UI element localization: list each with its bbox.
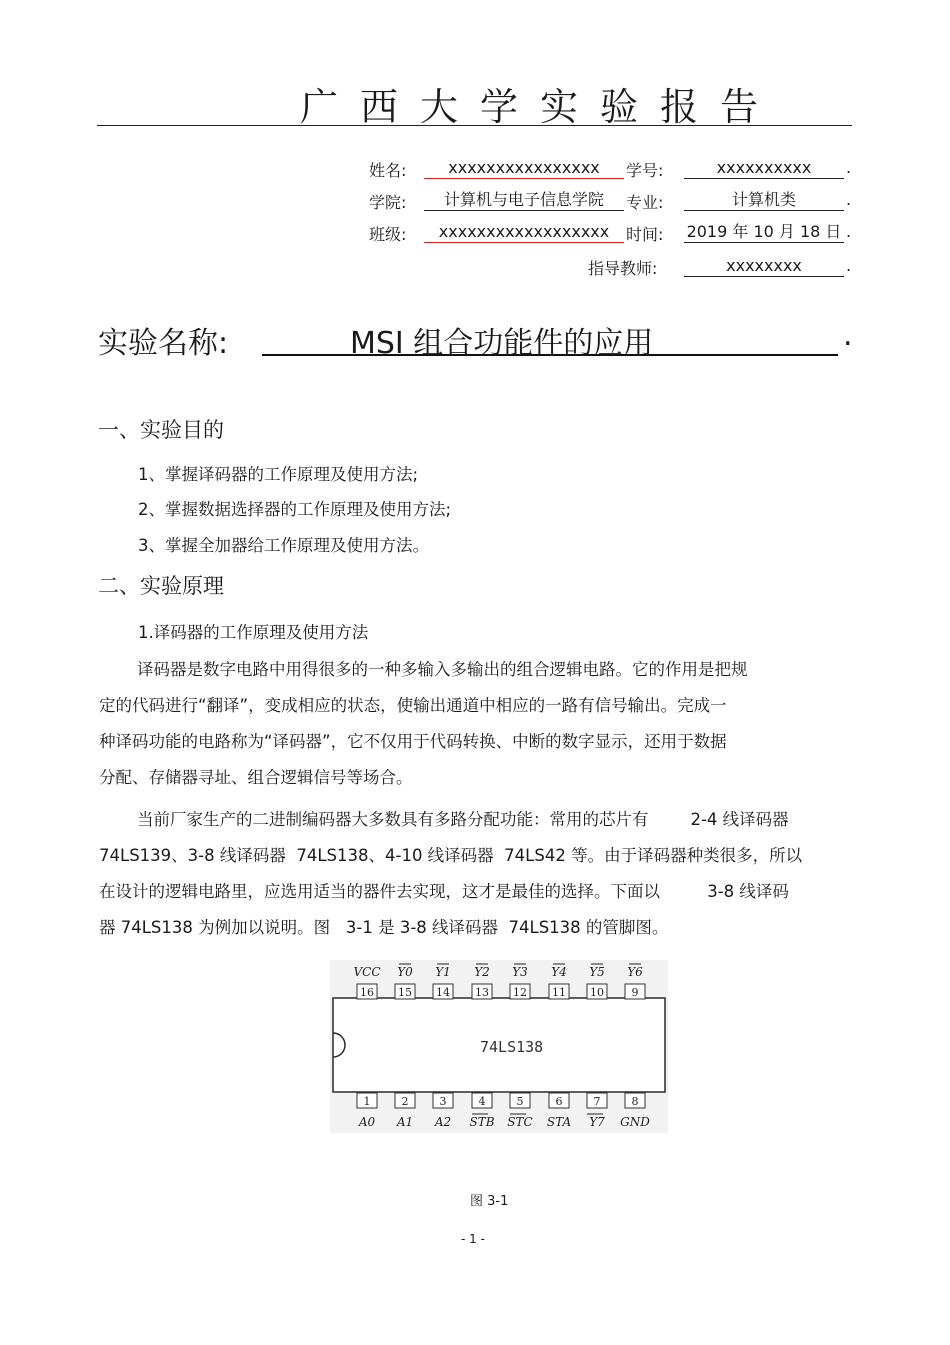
experiment-value-line <box>262 318 838 361</box>
figure-caption: 图 3-1 <box>470 1194 509 1209</box>
pin-name: Y0 <box>397 965 413 979</box>
pin-number: 7 <box>593 1095 601 1108</box>
pin-name: Y3 <box>512 965 528 979</box>
pin-number: 4 <box>478 1095 486 1108</box>
class-value: xxxxxxxxxxxxxxxxxx <box>424 222 624 243</box>
time-value: 2019 年 10 月 18 日 <box>684 222 844 243</box>
title-rule <box>97 125 852 126</box>
pin-name: A0 <box>358 1115 376 1129</box>
chip-pinout-figure <box>330 960 668 1133</box>
pin-number: 8 <box>631 1095 639 1108</box>
pin-name: Y5 <box>589 965 605 979</box>
teacher-label: 指导教师: <box>588 259 658 278</box>
pin-number: 14 <box>436 986 450 999</box>
chip-label: 74LS138 <box>480 1038 544 1056</box>
name-value: xxxxxxxxxxxxxxxx <box>424 158 624 179</box>
para-line: 种译码功能的电路称为“译码器”，它不仅用于代码转换、中断的数字显示，还用于数据 <box>99 732 727 751</box>
section1-item: 1、掌握译码器的工作原理及使用方法; <box>138 465 419 484</box>
pin-name: STC <box>507 1115 533 1129</box>
pin-number: 16 <box>360 986 374 999</box>
pin-name: Y7 <box>589 1115 605 1129</box>
para-line: 分配、存储器寻址、组合逻辑信号等场合。 <box>99 768 413 787</box>
pin-name: VCC <box>353 965 381 979</box>
pin-number: 6 <box>555 1095 563 1108</box>
pin-name: STB <box>469 1115 495 1129</box>
section2-subheading: 1.译码器的工作原理及使用方法 <box>138 623 369 642</box>
pin-name: STA <box>546 1115 572 1129</box>
college-value: 计算机与电子信息学院 <box>424 190 624 211</box>
chip-pinout-svg <box>330 960 668 1133</box>
pin-number: 3 <box>439 1095 447 1108</box>
paragraph-decoder-chips <box>99 802 844 946</box>
pin-name: Y4 <box>551 965 567 979</box>
page-number: - 1 - <box>461 1232 485 1246</box>
name-label: 姓名: <box>369 161 407 180</box>
para-line: 译码器是数字电路中用得很多的一种多输入多输出的组合逻辑电路。它的作用是把规 <box>137 660 748 679</box>
pin-number: 2 <box>401 1095 409 1108</box>
major-label: 专业: <box>626 193 664 212</box>
pin-number: 5 <box>516 1095 524 1108</box>
para-line: 在设计的逻辑电路里，应选用适当的器件去实现，这才是最佳的选择。下面以 3-8 线译码 <box>99 882 789 901</box>
time-dot: . <box>846 222 852 241</box>
section1-item: 3、掌握全加器给工作原理及使用方法。 <box>138 536 429 555</box>
pin-name: A2 <box>434 1115 452 1129</box>
pin-name: A1 <box>396 1115 414 1129</box>
teacher-dot: . <box>846 256 852 275</box>
experiment-dot: . <box>843 318 853 353</box>
id-label: 学号: <box>626 161 664 180</box>
pin-number: 9 <box>631 986 639 999</box>
pin-number: 1 <box>363 1095 371 1108</box>
pin-name: GND <box>620 1115 650 1129</box>
report-title: 广西大学实验报告 <box>300 85 781 129</box>
pin-name: Y6 <box>627 965 643 979</box>
experiment-label: 实验名称: <box>98 326 229 361</box>
id-value: xxxxxxxxxx <box>684 158 844 179</box>
major-dot: . <box>846 190 852 209</box>
section2-heading: 二、实验原理 <box>98 574 224 598</box>
class-label: 班级: <box>369 225 407 244</box>
section1-heading: 一、实验目的 <box>98 418 224 442</box>
id-dot: . <box>846 158 852 177</box>
para-line: 定的代码进行“翻译”，变成相应的状态，使输出通道中相应的一路有信号输出。完成一 <box>99 696 727 715</box>
pin-name: Y2 <box>474 965 490 979</box>
para-line: 当前厂家生产的二进制编码器大多数具有多路分配功能：常用的芯片有 2-4 线译码器 <box>137 810 789 829</box>
pin-number: 11 <box>552 986 566 999</box>
pin-name: Y1 <box>435 965 451 979</box>
pin-number: 10 <box>590 986 604 999</box>
major-value: 计算机类 <box>684 190 844 211</box>
para-line: 74LS139、3-8 线译码器 74LS138、4-10 线译码器 74LS42 等。由于译码器种类很多，所以 <box>99 846 803 865</box>
teacher-value: xxxxxxxx <box>684 256 844 277</box>
time-label: 时间: <box>626 225 664 244</box>
pin-number: 13 <box>475 986 489 999</box>
section1-item: 2、掌握数据选择器的工作原理及使用方法; <box>138 500 452 519</box>
pin-number: 12 <box>513 986 527 999</box>
paragraph-decoder-intro <box>99 652 844 796</box>
para-line: 器 74LS138 为例加以说明。图 3-1 是 3-8 线译码器 74LS138 的管脚图。 <box>99 918 669 937</box>
college-label: 学院: <box>369 193 407 212</box>
experiment-value: MSI 组合功能件的应用 <box>350 326 654 361</box>
pin-number: 15 <box>398 986 412 999</box>
